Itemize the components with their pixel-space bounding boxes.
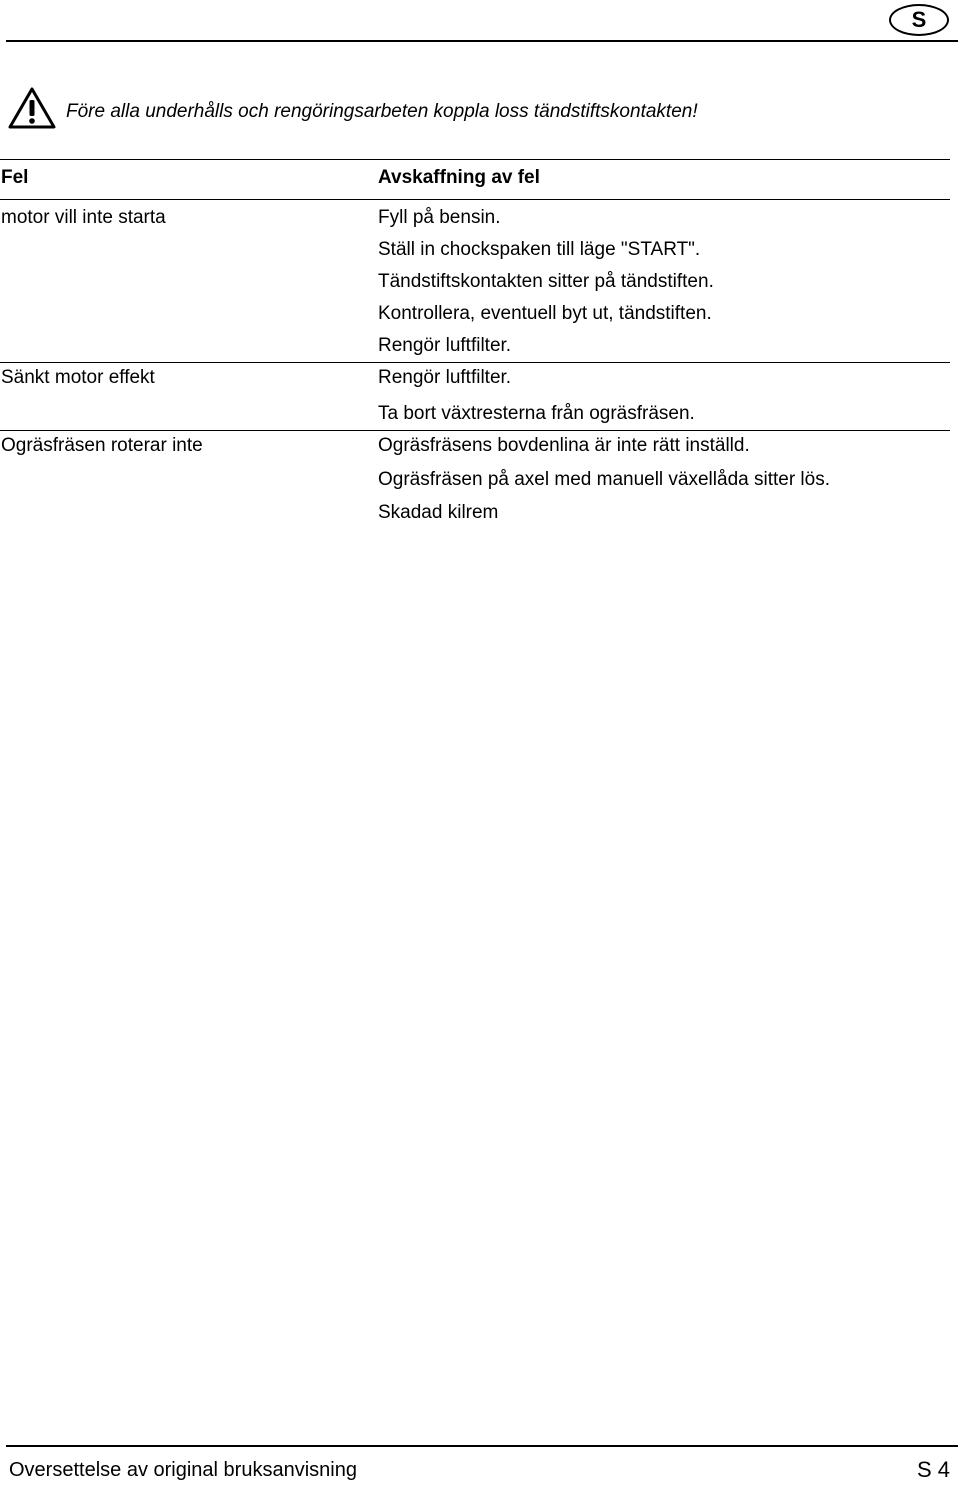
header-remedy: Avskaffning av fel: [378, 167, 540, 188]
language-badge: S: [889, 4, 949, 36]
remedy-line: Rengör luftfilter.: [378, 367, 512, 388]
header-rule: [6, 40, 958, 42]
fault-cell: Ogräsfräsen roterar inte: [1, 435, 203, 456]
fault-cell: motor vill inte starta: [1, 207, 166, 228]
remedy-line: Ställ in chockspaken till läge "START".: [378, 239, 701, 260]
table-header-rule: [0, 199, 950, 200]
warning-text: Före alla underhålls och rengöringsarbeten koppla loss tändstiftskontakten!: [66, 101, 698, 122]
footer-rule: [6, 1445, 958, 1447]
remedy-line: Fyll på bensin.: [378, 207, 501, 228]
page-number: S 4: [916, 1457, 950, 1482]
remedy-line: Rengör luftfilter.: [378, 335, 512, 356]
fault-cell: Sänkt motor effekt: [1, 367, 155, 388]
remedy-line: Ta bort växtresterna från ogräsfräsen.: [378, 403, 695, 424]
header-fault: Fel: [1, 167, 29, 188]
remedy-line: Kontrollera, eventuell byt ut, tändstiften.: [378, 303, 712, 324]
row-divider: [0, 362, 950, 363]
footer-caption: Oversettelse av original bruksanvisning: [9, 1459, 357, 1481]
warning-triangle-icon: [8, 86, 56, 130]
remedy-line: Skadad kilrem: [378, 502, 499, 523]
remedy-line: Ogräsfräsens bovdenlina är inte rätt inställd.: [378, 435, 750, 456]
remedy-line: Tändstiftskontakten sitter på tändstiften.: [378, 271, 714, 292]
row-divider: [0, 430, 950, 431]
table-top-rule: [0, 159, 950, 160]
remedy-line: Ogräsfräsen på axel med manuell växellåda sitter lös.: [378, 469, 831, 490]
